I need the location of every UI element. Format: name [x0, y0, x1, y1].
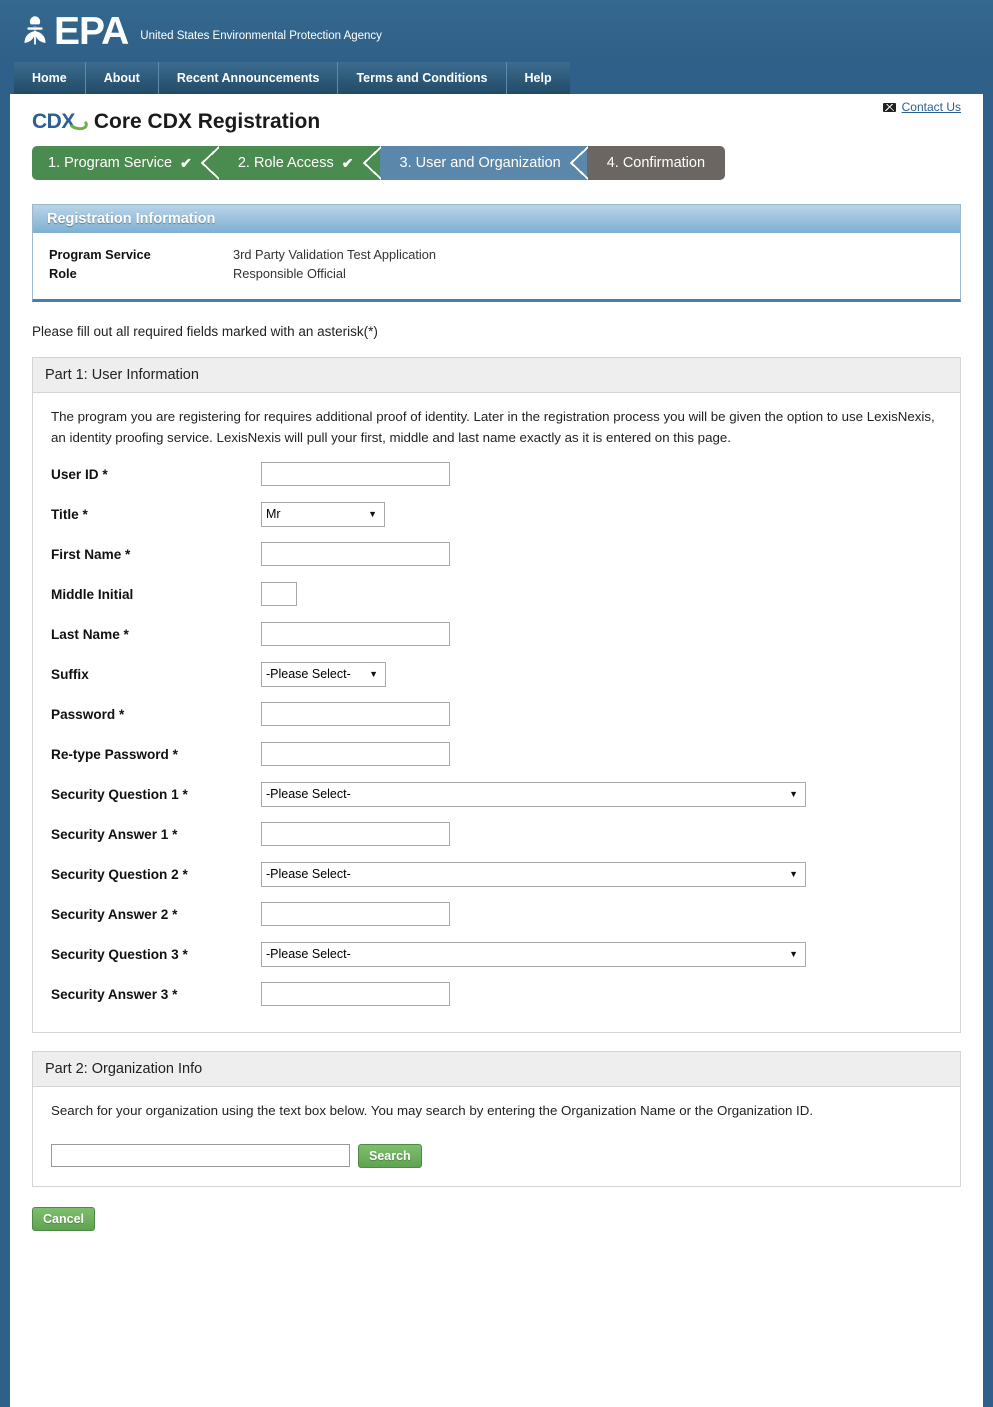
epa-logo — [18, 9, 129, 53]
middle-initial-input[interactable] — [261, 582, 297, 606]
part2-heading: Part 2: Organization Info — [33, 1052, 960, 1087]
security-answer-2-input[interactable] — [261, 902, 450, 926]
security-question-1-select[interactable] — [261, 782, 806, 807]
info-label: Program Service — [49, 247, 151, 262]
field-row-security-answer-1 — [51, 814, 942, 854]
field-label: First Name * — [51, 546, 131, 562]
envelope-icon — [883, 103, 896, 112]
nav-item-home[interactable]: Home — [14, 62, 86, 94]
field-label: User ID * — [51, 466, 108, 482]
field-row-suffix — [51, 654, 942, 694]
epa-wordmark: EPA — [54, 9, 129, 53]
password-input[interactable] — [261, 702, 450, 726]
field-label: Password * — [51, 706, 125, 722]
epa-seal-icon — [18, 12, 52, 50]
chevron-down-icon: ▼ — [789, 949, 798, 960]
registration-information-body — [33, 233, 960, 299]
user-id-input[interactable] — [261, 462, 450, 486]
security-question-2-select[interactable] — [261, 862, 806, 887]
part1-user-information — [32, 357, 961, 1033]
step-user-and-organization[interactable] — [380, 146, 587, 180]
security-question-1-value: -Please Select- — [266, 787, 351, 802]
info-row-program-service — [33, 245, 960, 264]
step-label: 2. Role Access — [237, 155, 334, 171]
field-row-user-id — [51, 454, 942, 494]
page-header — [10, 94, 983, 134]
cdx-swoosh-icon — [68, 115, 85, 129]
security-answer-1-input[interactable] — [261, 822, 450, 846]
epa-agency-name: United States Environmental Protection Agency — [140, 29, 382, 42]
part1-body — [33, 393, 960, 1032]
first-name-input[interactable] — [261, 542, 450, 566]
page-title: Core CDX Registration — [93, 110, 321, 133]
info-row-role — [33, 264, 960, 283]
cdx-logo — [32, 110, 85, 134]
last-name-input[interactable] — [261, 622, 450, 646]
registration-information-panel — [32, 204, 961, 302]
required-fields-note: Please fill out all required fields marked with an asterisk(*) — [32, 324, 378, 339]
security-question-3-select[interactable] — [261, 942, 806, 967]
field-row-password — [51, 694, 942, 734]
field-row-security-question-3 — [51, 934, 942, 974]
field-row-security-answer-2 — [51, 894, 942, 934]
part2-organization-info — [32, 1051, 961, 1187]
field-row-title — [51, 494, 942, 534]
security-question-3-value: -Please Select- — [266, 947, 351, 962]
nav-item-help[interactable]: Help — [507, 62, 570, 94]
nav-item-terms-and-conditions[interactable]: Terms and Conditions — [338, 62, 506, 94]
field-row-retype-password — [51, 734, 942, 774]
contact-us[interactable] — [883, 100, 961, 114]
field-row-security-question-1 — [51, 774, 942, 814]
content-panel — [10, 94, 983, 1407]
check-icon: ✔ — [341, 154, 354, 171]
part2-body — [33, 1087, 960, 1186]
field-label: Title * — [51, 506, 88, 522]
suffix-select-value: -Please Select- — [266, 667, 351, 682]
footer-actions — [32, 1207, 983, 1253]
security-question-2-value: -Please Select- — [266, 867, 351, 882]
registration-steps — [32, 146, 983, 180]
field-label: Security Answer 1 * — [51, 826, 178, 842]
field-row-middle-initial — [51, 574, 942, 614]
chevron-down-icon: ▼ — [369, 669, 378, 680]
field-label: Security Question 2 * — [51, 866, 188, 882]
step-label: 4. Confirmation — [606, 155, 706, 171]
field-label: Security Question 3 * — [51, 946, 188, 962]
part1-heading: Part 1: User Information — [33, 358, 960, 393]
field-label: Last Name * — [51, 626, 129, 642]
step-label: 3. User and Organization — [399, 155, 561, 171]
step-role-access[interactable] — [218, 146, 380, 180]
info-label: Role — [49, 266, 77, 281]
nav-item-recent-announcements[interactable]: Recent Announcements — [159, 62, 339, 94]
title-select[interactable] — [261, 502, 385, 527]
chevron-down-icon: ▼ — [368, 509, 377, 520]
cdx-logo-text: CDX — [32, 110, 75, 133]
field-row-first-name — [51, 534, 942, 574]
field-row-security-answer-3 — [51, 974, 942, 1014]
registration-information-heading: Registration Information — [33, 205, 960, 233]
organization-search-input[interactable] — [51, 1144, 350, 1167]
field-row-last-name — [51, 614, 942, 654]
part1-intro-text: The program you are registering for requires additional proof of identity. Later in the registration process you will be given the option to use LexisNexis, an identity proofing service. LexisNexis will pull your first, middle and last name exactly as it is entered on this page. — [51, 409, 935, 445]
title-select-value: Mr — [266, 507, 281, 522]
cancel-button[interactable]: Cancel — [32, 1207, 95, 1231]
step-label: 1. Program Service — [48, 155, 173, 171]
suffix-select[interactable] — [261, 662, 386, 687]
chevron-down-icon: ▼ — [789, 869, 798, 880]
epa-banner — [0, 0, 993, 62]
search-button[interactable]: Search — [358, 1144, 422, 1168]
step-confirmation[interactable] — [587, 146, 725, 180]
part2-intro-text: Search for your organization using the text box below. You may search by entering the Organization Name or the Organization ID. — [51, 1103, 814, 1119]
field-label: Security Question 1 * — [51, 786, 188, 802]
nav-item-about[interactable]: About — [86, 62, 159, 94]
info-value: 3rd Party Validation Test Application — [233, 247, 436, 262]
field-label: Security Answer 3 * — [51, 986, 178, 1002]
field-label: Suffix — [51, 666, 89, 682]
chevron-down-icon: ▼ — [789, 789, 798, 800]
step-program-service[interactable] — [32, 146, 218, 180]
field-label: Re-type Password * — [51, 746, 178, 762]
organization-search-row — [51, 1144, 942, 1168]
retype-password-input[interactable] — [261, 742, 450, 766]
security-answer-3-input[interactable] — [261, 982, 450, 1006]
field-label: Middle Initial — [51, 586, 134, 602]
field-label: Security Answer 2 * — [51, 906, 178, 922]
check-icon: ✔ — [180, 154, 192, 171]
info-value: Responsible Official — [233, 266, 346, 281]
field-row-security-question-2 — [51, 854, 942, 894]
main-navigation — [0, 62, 993, 94]
contact-us-link[interactable]: Contact Us — [901, 100, 961, 114]
